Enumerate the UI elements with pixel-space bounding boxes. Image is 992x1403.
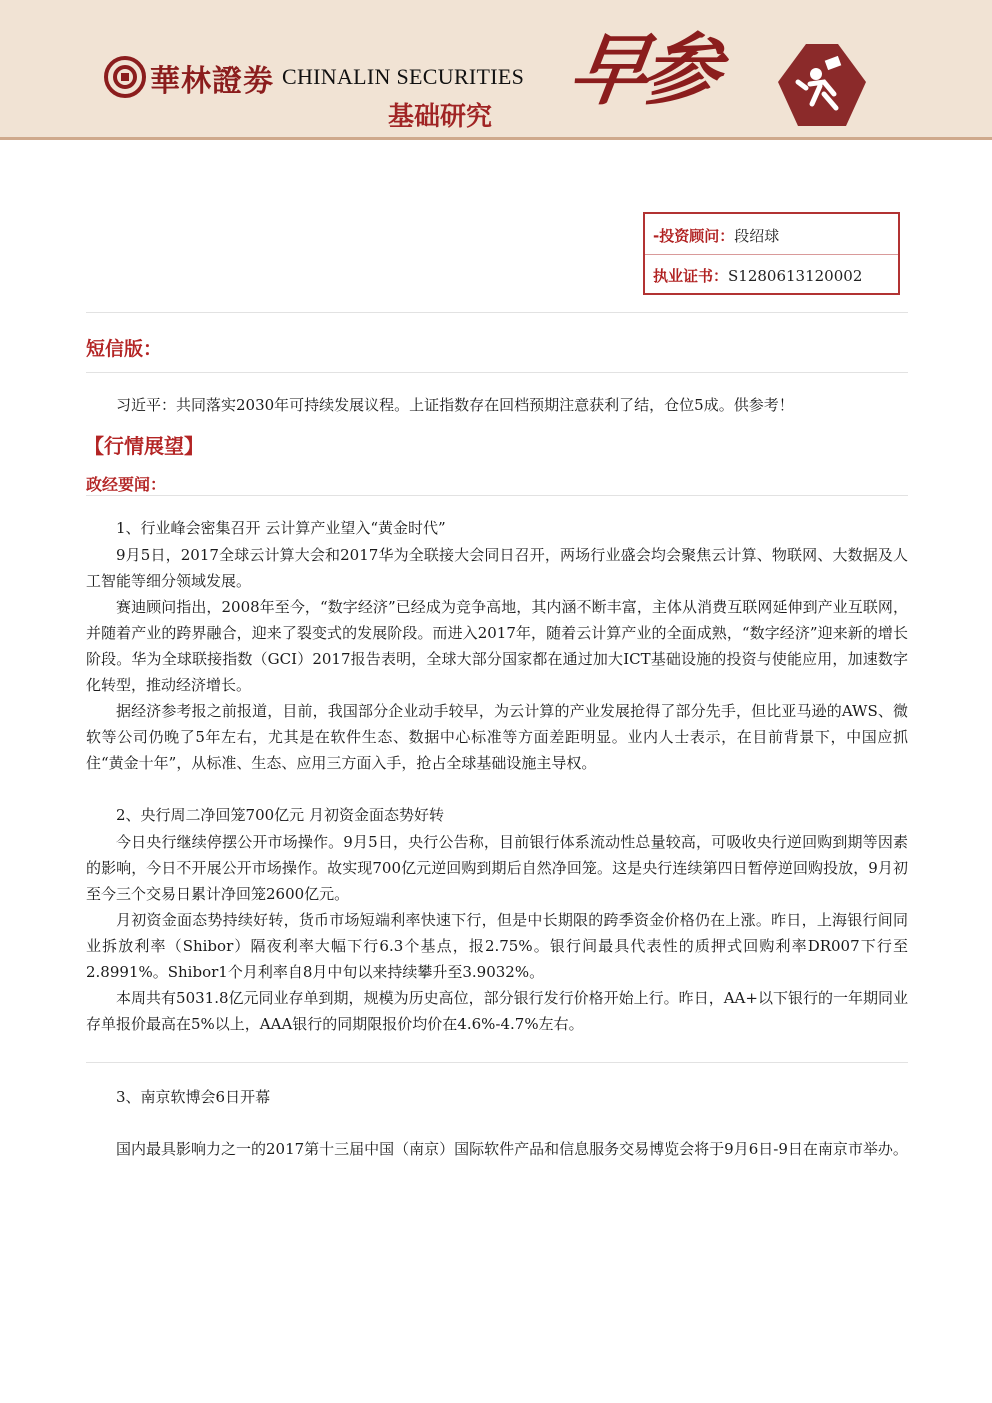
article-title: 2、央行周二净回笼700亿元 月初资金面态势好转: [116, 806, 444, 824]
article-paragraph: 赛迪顾问指出，2008年至今，“数字经济”已经成为竞争高地，其内涵不断丰富，主体从消费互联网延伸到产业互联网，并随着产业的跨界融合，迎来了裂变式的发展阶段。而进入2017年，随着云计算产业的全面成熟，“数字经济”迎来新的增长阶段。华为全球联接指数（GCI）2017报告表明，全球大部分国家都在通过加大ICT基础设施的投资与使能应用，加速数字化转型，推动经济增长。: [86, 598, 908, 694]
article-paragraph: 国内最具影响力之一的2017第十三届中国（南京）国际软件产品和信息服务交易博览会将于9月6日-9日在南京市举办。: [116, 1140, 908, 1158]
masthead-title: 早参: [563, 25, 721, 116]
divider: [86, 1062, 908, 1063]
article-title: 3、南京软博会6日开幕: [116, 1088, 271, 1106]
sms-summary: 习近平：共同落实2030年可持续发展议程。上证指数存在回档预期注意获利了结，仓位5成。供参考！: [116, 396, 794, 414]
divider: [645, 254, 898, 255]
divider: [86, 372, 908, 373]
certificate-label: 执业证书：: [653, 267, 729, 285]
advisor-label: -投资顾问：: [653, 227, 735, 245]
brand-name-cn: 華林證劵: [150, 64, 274, 99]
article-paragraph: 9月5日，2017全球云计算大会和2017华为全联接大会同日召开，两场行业盛会均会聚焦云计算、物联网、大数据及人工智能等细分领域发展。: [86, 546, 908, 590]
divider: [86, 312, 908, 313]
article-paragraph: 本周共有5031.8亿元同业存单到期，规模为历史高位，部分银行发行价格开始上行。昨日，AA+以下银行的一年期同业存单报价最高在5%以上，AAA银行的同期限报价均价在4.6%-4.7%左右。: [86, 989, 908, 1033]
article-paragraph: 今日央行继续停摆公开市场操作。9月5日，央行公告称，目前银行体系流动性总量较高，可吸收央行逆回购到期等因素的影响，今日不开展公开市场操作。故实现700亿元逆回购到期后自然净回笼。这是央行连续第四日暂停逆回购投放，9月初至今三个交易日累计净回笼2600亿元。: [86, 833, 908, 903]
header-band: [0, 0, 992, 140]
article-paragraph: 月初资金面态势持续好转，货币市场短端利率快速下行，但是中长期限的跨季资金价格仍在上涨。昨日，上海银行间同业拆放利率（Shibor）隔夜利率大幅下行6.3个基点，报2.75%。银行间最具代表性的质押式回购利率DR007下行至2.8991%。Shibor1个月利率自8月中旬以来持续攀升至3.9032%。: [86, 911, 908, 981]
company-logo-icon: [104, 56, 146, 98]
sms-heading: 短信版：: [86, 338, 163, 360]
divider: [86, 495, 908, 496]
runner-emblem-icon: [776, 42, 868, 128]
article-title: 1、行业峰会密集召开 云计算产业望入“黄金时代”: [116, 519, 446, 537]
advisor-name: 段绍球: [734, 227, 780, 245]
brand-name-en: CHINALIN SECURITIES: [282, 64, 525, 89]
article-paragraph: 据经济参考报之前报道，目前，我国部分企业动手较早，为云计算的产业发展抢得了部分先手，但比亚马逊的AWS、微软等公司仍晚了5年左右，尤其是在软件生态、数据中心标准等方面差距明显。业内人士表示，在目前背景下，中国应抓住“黄金十年”，从标准、生态、应用三方面入手，抢占全球基础设施主导权。: [86, 702, 908, 772]
advisor-info-box: [643, 212, 900, 295]
market-outlook-heading: 【行情展望】: [84, 434, 204, 458]
advisor-row: [653, 225, 779, 246]
certificate-row: [653, 265, 862, 286]
news-heading: 政经要闻：: [86, 475, 167, 494]
report-category: 基础研究: [388, 102, 493, 132]
certificate-number: S1280613120002: [728, 267, 863, 285]
